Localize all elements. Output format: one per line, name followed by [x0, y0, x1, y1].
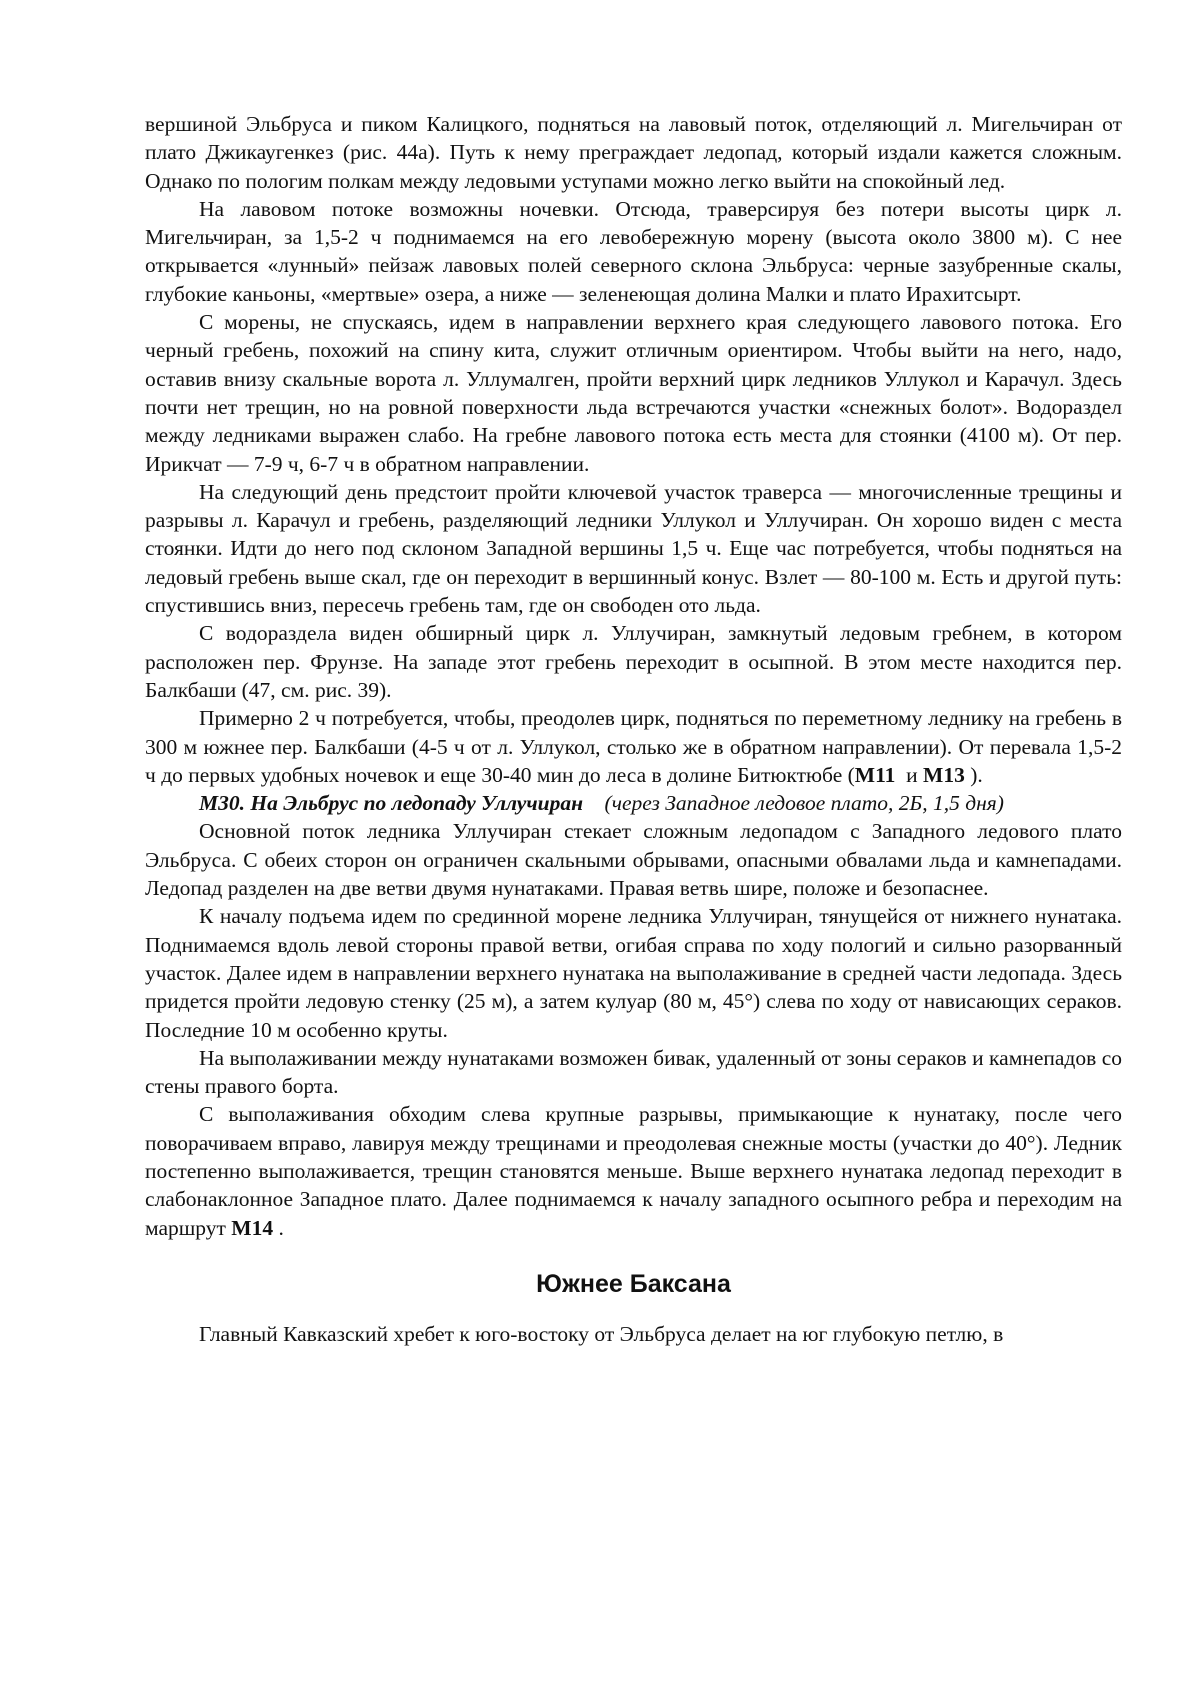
paragraph-10 — [145, 1100, 1122, 1241]
route-ref-m14: М14 — [231, 1215, 274, 1240]
route-note: (через Западное ледовое плато, 2Б, 1,5 дня) — [604, 791, 1004, 816]
section-paragraph: Главный Кавказский хребет к юго-востоку от Эльбруса делает на юг глубокую петлю, в — [199, 1321, 1004, 1346]
paragraph-10-text: С выполаживания обходим слева крупные разрывы, примыкающие к нунатаку, после чего поворачиваем вправо, лавируя между трещинами и преодолевая снежные мосты (участки до 40°). Ледник постепенно выполаживается, трещин становятся меньше. Выше верхнего нунатака ледопад переходит в слабонаклонное Западное плато. Далее поднимаемся к началу западного осыпного ребра и переходим на маршрут — [145, 1102, 1122, 1240]
paragraph-2: На лавовом потоке возможны ночевки. Отсюда, траверсируя без потери высоты цирк л. Мигельчиран, за 1,5-2 ч поднимаемся на его левобережную морену (высота около 3800 м). С нее открывается «лунный» пейзаж лавовых полей северного склона Эльбруса: черные зазубренные скалы, глубокие каньоны, «мертвые» озера, а ниже — зеленеющая долина Малки и плато Ирахитсырт. — [145, 196, 1122, 306]
paragraph-10-tail: . — [273, 1215, 284, 1240]
document-page — [145, 110, 1122, 1348]
route-ref-m13: М13 — [923, 762, 965, 787]
paragraph-6-mid: и — [895, 762, 924, 787]
route-ref-m11: М11 — [854, 762, 896, 787]
paragraph-6-text: Примерно 2 ч потребуется, чтобы, преодолев цирк, подняться по переметному леднику на гребень в 300 м южнее пер. Балкбаши (4-5 ч от л. Уллукол, столько же в обратном направлении). От перевала 1,5-2 ч до первых удобных ночевок и еще 30-40 мин до леса в долине Битюктюбе ( — [145, 706, 1122, 787]
paragraph-8: К началу подъема идем по срединной морене ледника Уллучиран, тянущейся от нижнего нунатака. Поднимаемся вдоль левой стороны правой ветви, огибая справа по ходу пологий и сильно разорванный участок. Далее идем в направлении верхнего нунатака на выполаживание в средней части ледопада. Здесь придется пройти ледовую стенку (25 м), а затем кулуар (80 м, 45°) слева по ходу от нависающих сераков. Последние 10 м особенно круты. — [145, 904, 1122, 1042]
route-heading — [145, 789, 1122, 817]
paragraph-5: С водораздела виден обширный цирк л. Уллучиран, замкнутый ледовым гребнем, в котором расположен пер. Фрунзе. На западе этот гребень переходит в осыпной. В этом месте находится пер. Балкбаши (47, см. рис. 39). — [145, 621, 1122, 702]
paragraph-6-tail: ). — [964, 762, 983, 787]
section-title: Южнее Баксана — [536, 1269, 731, 1298]
paragraph-6 — [145, 704, 1122, 789]
paragraph-3: С морены, не спускаясь, идем в направлении верхнего края следующего лавового потока. Его черный гребень, похожий на спину кита, служит отличным ориентиром. Чтобы выйти на него, надо, оставив внизу скальные ворота л. Уллумалген, пройти верхний цирк ледников Уллукол и Карачул. Здесь почти нет трещин, но на ровной поверхности льда встречаются участки «снежных болот». Водораздел между ледниками выражен слабо. На гребне лавового потока есть места для стоянки (4100 м). От пер. Ирикчат — 7-9 ч, 6-7 ч в обратном направлении. — [145, 310, 1122, 476]
paragraph-7: Основной поток ледника Уллучиран стекает сложным ледопадом с Западного ледового плато Эльбруса. С обеих сторон он ограничен скальными обрывами, опасными обвалами льда и камнепадами. Ледопад разделен на две ветви двумя нунатаками. Правая ветвь шире, положе и безопаснее. — [145, 819, 1122, 901]
paragraph-1: вершиной Эльбруса и пиком Калицкого, подняться на лавовый поток, отделяющий л. Мигельчиран от плато Джикаугенкез (рис. 44а). Путь к нему преграждает ледопад, который издали кажется сложным. Однако по пологим полкам между ледовыми уступами можно легко выйти на спокойный лед. — [145, 112, 1122, 193]
route-title: М30. На Эльбрус по ледопаду Уллучиран — [199, 791, 584, 816]
paragraph-4: На следующий день предстоит пройти ключевой участок траверса — многочисленные трещины и разрывы л. Карачул и гребень, разделяющий ледники Уллукол и Уллучиран. Он хорошо виден с места стоянки. Идти до него под склоном Западной вершины 1,5 ч. Еще час потребуется, чтобы подняться на ледовый гребень выше скал, где он переходит в вершинный конус. Взлет — 80-100 м. Есть и другой путь: спустившись вниз, пересечь гребень там, где он свободен ото льда. — [145, 479, 1122, 618]
paragraph-9: На выполаживании между нунатаками возможен бивак, удаленный от зоны сераков и камнепадов со стены правого борта. — [145, 1045, 1122, 1099]
